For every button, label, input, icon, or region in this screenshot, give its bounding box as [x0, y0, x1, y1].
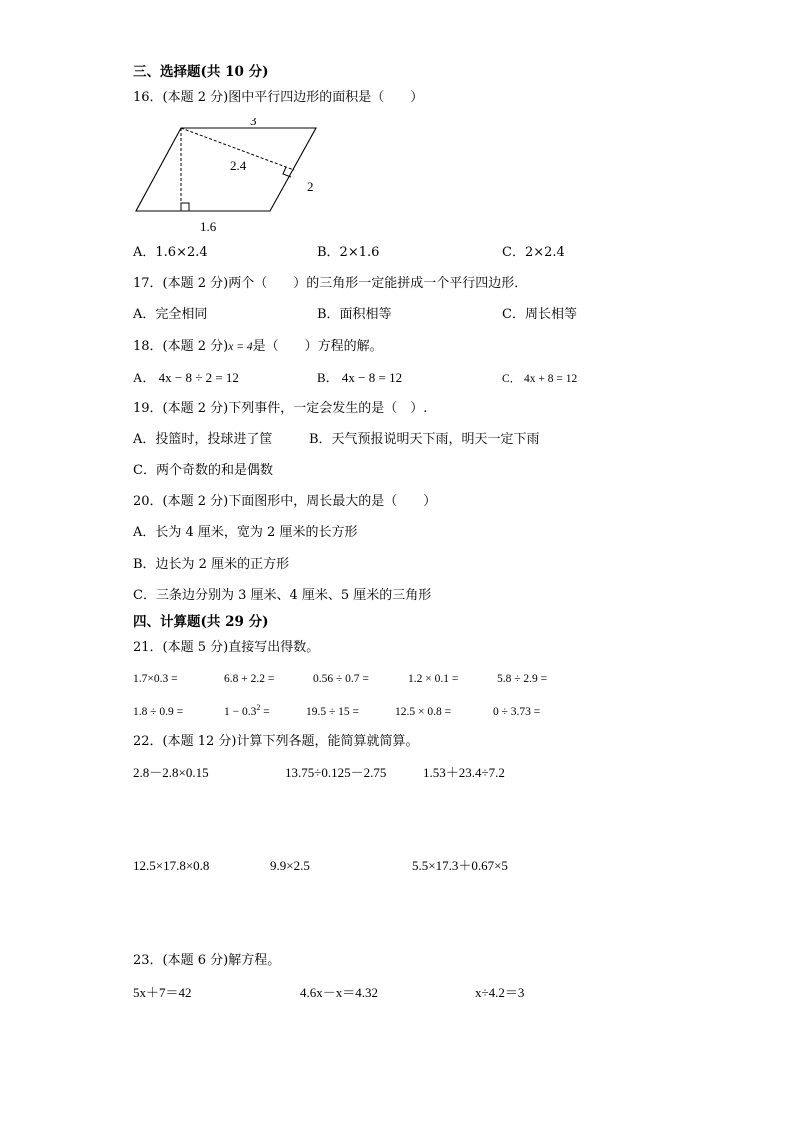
q21-r2-c3: 19.5 ÷ 15 =: [306, 706, 360, 718]
label-bottom: 1.6: [200, 219, 217, 234]
q22-r2-c2: 9.9×2.5: [270, 858, 310, 873]
q22-stem: 22．(本题 12 分)计算下列各题，能简算就简算。: [133, 734, 419, 749]
q17-option-a: A．完全相同: [133, 307, 208, 322]
q21-r2-c4: 12.5 × 0.8 =: [395, 706, 452, 718]
q19-option-c: C．两个奇数的和是偶数: [133, 463, 273, 478]
q20-option-b: B．边长为 2 厘米的正方形: [133, 557, 290, 572]
label-height: 2.4: [230, 158, 247, 173]
q21-r1-c5: 5.8 ÷ 2.9 =: [497, 673, 548, 685]
q21-r2-c5: 0 ÷ 3.73 =: [493, 706, 541, 718]
q22-r2-c3: 5.5×17.3＋0.67×5: [412, 858, 508, 873]
q18-stem-prefix: 18．(本题 2 分): [133, 339, 229, 354]
q20-stem: 20．(本题 2 分)下面图形中，周长最大的是（ ）: [133, 494, 437, 509]
q21-r1-c3: 0.56 ÷ 0.7 =: [313, 673, 369, 685]
q20-option-a: A．长为 4 厘米，宽为 2 厘米的长方形: [133, 525, 358, 540]
q21-r1-c2: 6.8 + 2.2 =: [224, 673, 275, 685]
q21-r2-c2: [224, 704, 270, 720]
right-angle-marker-bottom: [181, 203, 189, 211]
q18-option-a: A． 4x − 8 ÷ 2 = 12: [133, 370, 239, 385]
q22-r1-c3: 1.53＋23.4÷7.2: [423, 765, 505, 780]
q18-stem-expr: x = 4: [228, 341, 253, 353]
section-3-title: 三、选择题(共 10 分): [133, 64, 269, 80]
q16-option-a: A．1.6×2.4: [133, 245, 208, 260]
q23-r1-c1: 5x＋7＝42: [133, 985, 192, 1000]
q21-r2-c2-base: 1 − 0.3: [224, 706, 257, 718]
q17-stem: 17．(本题 2 分)两个（ ）的三角形一定能拼成一个平行四边形．: [133, 276, 528, 291]
q21-stem: 21．(本题 5 分)直接写出得数。: [133, 640, 320, 655]
q19-stem: 19．(本题 2 分)下列事件，一定会发生的是（ ）.: [133, 401, 428, 416]
q19-option-b: B．天气预报说明天下雨，明天一定下雨: [309, 432, 540, 447]
q23-r1-c2: 4.6x－x＝4.32: [300, 985, 379, 1000]
q16-option-b: B．2×1.6: [317, 245, 380, 260]
q17-option-b: B．面积相等: [317, 307, 392, 322]
q18-option-b: B． 4x − 8 = 12: [317, 370, 403, 385]
label-top: 3: [250, 118, 257, 128]
label-side: 2: [307, 179, 314, 194]
q21-r2-c2-equals: =: [260, 706, 270, 718]
q21-r1-c4: 1.2 × 0.1 =: [408, 673, 459, 685]
q22-r1-c2: 13.75÷0.125－2.75: [285, 765, 387, 780]
section-4-title: 四、计算题(共 29 分): [133, 614, 269, 630]
q16-option-c: C．2×2.4: [502, 245, 565, 260]
q22-r1-c1: 2.8－2.8×0.15: [133, 765, 209, 780]
q22-r2-c1: 12.5×17.8×0.8: [133, 858, 210, 873]
q23-r1-c3: x÷4.2＝3: [475, 985, 525, 1000]
q20-option-c: C．三条边分别为 3 厘米、4 厘米、5 厘米的三角形: [133, 588, 432, 603]
parallelogram-figure: [128, 118, 338, 238]
q16-stem: 16．(本题 2 分)图中平行四边形的面积是（ ）: [133, 90, 424, 105]
q18-stem: [133, 339, 383, 355]
q21-r1-c1: 1.7×0.3 =: [133, 673, 178, 685]
q18-option-c: C． 4x + 8 = 12: [502, 373, 578, 385]
q18-stem-suffix: 是（ ）方程的解。: [252, 339, 383, 354]
q23-stem: 23．(本题 6 分)解方程。: [133, 953, 281, 968]
parallelogram-shape: [136, 128, 316, 211]
q21-r2-c2-exponent: 2: [256, 703, 261, 712]
q19-option-a: A．投篮时，投球进了筐: [133, 432, 273, 447]
q21-r2-c1: 1.8 ÷ 0.9 =: [133, 706, 184, 718]
q17-option-c: C．周长相等: [502, 307, 577, 322]
